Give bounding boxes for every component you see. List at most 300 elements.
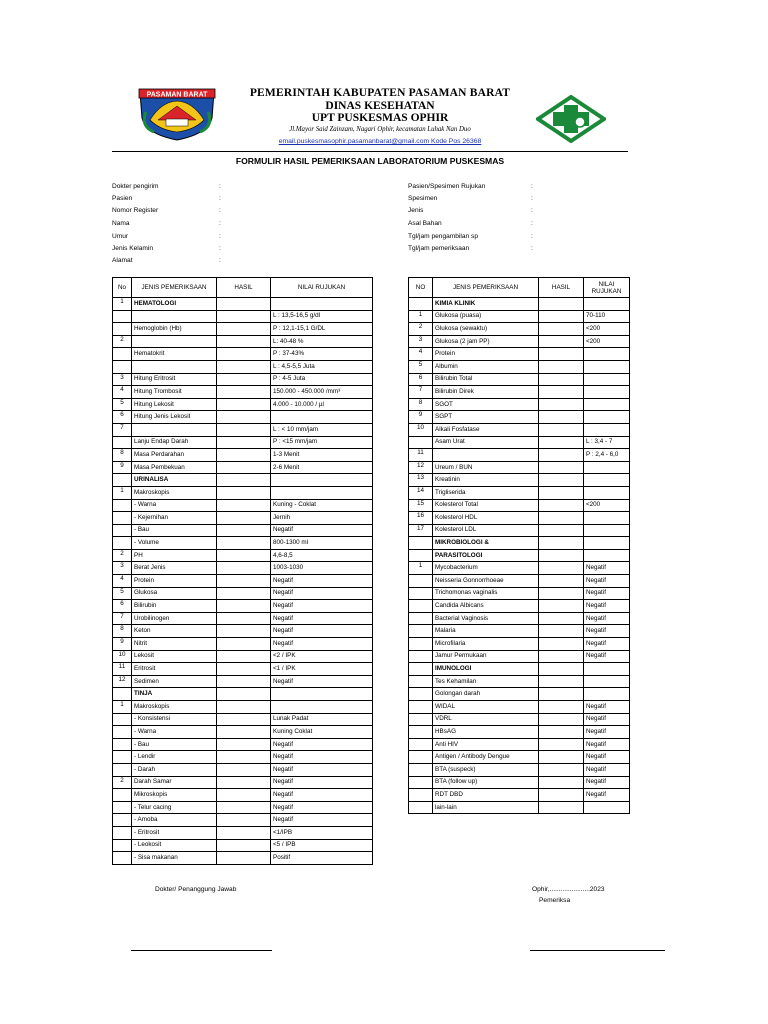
table-row: [409, 763, 630, 776]
result-cell[interactable]: [539, 587, 584, 600]
result-cell[interactable]: [539, 373, 584, 386]
reference-value: [584, 360, 630, 373]
result-cell[interactable]: [539, 638, 584, 651]
result-cell[interactable]: [217, 398, 271, 411]
row-number: 8: [113, 449, 132, 462]
table-row: [409, 789, 630, 802]
row-number: 4: [409, 348, 433, 361]
result-cell[interactable]: [217, 512, 271, 525]
info-label: Tgl/jam pengambilan sp: [408, 233, 479, 240]
result-cell[interactable]: [539, 461, 584, 474]
table-row: [409, 549, 630, 562]
info-colon: :: [219, 245, 221, 252]
info-colon: :: [219, 183, 221, 190]
result-cell[interactable]: [217, 650, 271, 663]
info-colon: :: [531, 183, 533, 190]
row-number: 11: [113, 663, 132, 676]
exam-name: Protein: [132, 575, 217, 588]
exam-name: Anti HIV: [433, 738, 539, 751]
reference-value: 150.000 - 450.000 /mm³: [271, 386, 373, 399]
table-row: [113, 701, 373, 714]
reference-value: Kuning - Coklat: [271, 499, 373, 512]
exam-name: [132, 360, 217, 373]
reference-value: Negatif: [271, 751, 373, 764]
exam-name: Eritrosit: [132, 663, 217, 676]
result-cell[interactable]: [539, 675, 584, 688]
form-title: FORMULIR HASIL PEMERIKSAAN LABORATORIUM PUSKESMAS: [235, 156, 505, 166]
row-number: 7: [409, 386, 433, 399]
table-row: [113, 398, 373, 411]
table-row: [409, 386, 630, 399]
info-label: Asal Bahan: [408, 220, 442, 227]
result-cell[interactable]: [539, 801, 584, 814]
row-number: 6: [113, 411, 132, 424]
exam-name: PARASITOLOGI: [433, 549, 539, 562]
result-cell[interactable]: [217, 751, 271, 764]
result-cell[interactable]: [539, 701, 584, 714]
result-cell[interactable]: [217, 701, 271, 714]
reference-value: L : 13,5-16,5 g/dl: [271, 310, 373, 323]
table-row: [409, 663, 630, 676]
table-row: [113, 461, 373, 474]
table-row: [409, 398, 630, 411]
result-cell[interactable]: [539, 562, 584, 575]
result-cell[interactable]: [217, 801, 271, 814]
row-number: [409, 575, 433, 588]
result-cell[interactable]: [539, 789, 584, 802]
table-row: [409, 638, 630, 651]
column-header: NO: [409, 278, 433, 298]
result-cell[interactable]: [217, 335, 271, 348]
exam-name: SGOT: [433, 398, 539, 411]
table-row: [113, 612, 373, 625]
table-row: [113, 411, 373, 424]
result-cell[interactable]: [217, 612, 271, 625]
result-cell[interactable]: [217, 423, 271, 436]
exam-name: [132, 423, 217, 436]
result-cell[interactable]: [539, 524, 584, 537]
row-number: 9: [113, 461, 132, 474]
column-header: NILAI RUJUKAN: [584, 278, 630, 298]
result-cell[interactable]: [539, 612, 584, 625]
result-cell[interactable]: [539, 650, 584, 663]
reference-value: L : 3,4 - 7: [584, 436, 630, 449]
reference-value: Kuning Coklat: [271, 726, 373, 739]
exam-name: Berat Jenis: [132, 562, 217, 575]
result-cell[interactable]: [217, 826, 271, 839]
exam-name: Alkali Fosfatase: [433, 423, 539, 436]
result-cell[interactable]: [217, 562, 271, 575]
result-cell[interactable]: [217, 411, 271, 424]
exam-name: Glukosa: [132, 587, 217, 600]
table-row: [113, 575, 373, 588]
info-colon: :: [531, 245, 533, 252]
result-cell[interactable]: [539, 763, 584, 776]
row-number: 9: [409, 411, 433, 424]
table-row: [409, 486, 630, 499]
exam-name: Makroskopis: [132, 701, 217, 714]
reference-value: 1-3 Menit: [271, 449, 373, 462]
info-label: Jenis Kelamin: [112, 245, 154, 252]
reference-value: Negatif: [584, 650, 630, 663]
row-number: 11: [409, 449, 433, 462]
result-cell[interactable]: [217, 763, 271, 776]
result-cell[interactable]: [539, 751, 584, 764]
result-cell[interactable]: [539, 423, 584, 436]
exam-name: IMUNOLOGI: [433, 663, 539, 676]
row-number: [409, 763, 433, 776]
table-row: [409, 423, 630, 436]
table-row: [409, 738, 630, 751]
result-cell[interactable]: [539, 348, 584, 361]
column-header: JENIS PEMERIKSAAN: [433, 278, 539, 298]
info-colon: :: [219, 257, 221, 264]
result-cell[interactable]: [217, 663, 271, 676]
result-cell[interactable]: [217, 839, 271, 852]
result-cell[interactable]: [217, 738, 271, 751]
row-number: [409, 713, 433, 726]
result-cell[interactable]: [539, 474, 584, 487]
table-row: [113, 323, 373, 336]
table-row: [409, 449, 630, 462]
reference-value: 70-110: [584, 310, 630, 323]
row-number: [409, 650, 433, 663]
reference-value: [584, 386, 630, 399]
result-cell[interactable]: [539, 663, 584, 676]
reference-value: [584, 801, 630, 814]
row-number: 17: [409, 524, 433, 537]
exam-name: TINJA: [132, 688, 217, 701]
row-number: 3: [113, 373, 132, 386]
result-cell[interactable]: [539, 537, 584, 550]
table-row: [113, 738, 373, 751]
exam-name: - Bau: [132, 738, 217, 751]
result-cell[interactable]: [217, 298, 271, 311]
table-row: [409, 625, 630, 638]
row-number: [113, 323, 132, 336]
table-row: [113, 675, 373, 688]
exam-name: - Warna: [132, 499, 217, 512]
row-number: [409, 789, 433, 802]
result-cell[interactable]: [539, 335, 584, 348]
info-label: Spesimen: [408, 195, 438, 202]
reference-value: [584, 373, 630, 386]
table-row: [113, 474, 373, 487]
exam-name: Bilirubin Total: [433, 373, 539, 386]
result-cell[interactable]: [539, 549, 584, 562]
exam-name: Glukosa (2 jam PP): [433, 335, 539, 348]
result-cell[interactable]: [217, 675, 271, 688]
table-row: [409, 701, 630, 714]
row-number: [409, 436, 433, 449]
result-cell[interactable]: [539, 398, 584, 411]
row-number: 1: [113, 486, 132, 499]
table-row: [409, 600, 630, 613]
table-row: [113, 688, 373, 701]
exam-name: Trichomonas vaginalis: [433, 587, 539, 600]
exam-name: - Sisa makanan: [132, 852, 217, 865]
exam-name: Sedimen: [132, 675, 217, 688]
table-row: [409, 298, 630, 311]
result-cell[interactable]: [217, 726, 271, 739]
reference-value: [584, 524, 630, 537]
result-cell[interactable]: [217, 688, 271, 701]
result-cell[interactable]: [539, 575, 584, 588]
table-row: [113, 814, 373, 827]
result-cell[interactable]: [539, 449, 584, 462]
result-cell[interactable]: [539, 411, 584, 424]
exam-name: Malaria: [433, 625, 539, 638]
exam-name: - Lendir: [132, 751, 217, 764]
table-row: [409, 726, 630, 739]
exam-name: Masa Pembekuan: [132, 461, 217, 474]
reference-value: Negatif: [271, 814, 373, 827]
reference-value: Negatif: [584, 701, 630, 714]
row-number: [409, 537, 433, 550]
table-row: [113, 852, 373, 865]
result-cell[interactable]: [217, 323, 271, 336]
result-cell[interactable]: [217, 360, 271, 373]
exam-name: Hitung Lekosit: [132, 398, 217, 411]
exam-name: RDT DBD: [433, 789, 539, 802]
row-number: [113, 688, 132, 701]
result-cell[interactable]: [217, 814, 271, 827]
exam-name: - Leokosit: [132, 839, 217, 852]
row-number: 6: [113, 600, 132, 613]
row-number: [113, 499, 132, 512]
table-header-row: [113, 278, 373, 298]
column-header: JENIS PEMERIKSAAN: [132, 278, 217, 298]
reference-value: Negatif: [584, 625, 630, 638]
letterhead-address: Jl.Mayor Said Zainzam, Nagari Ophir, kecamatan Luhak Nan Duo: [289, 126, 471, 133]
info-colon: :: [531, 207, 533, 214]
row-number: 5: [409, 360, 433, 373]
exam-name: Antigen / Antibody Dengue: [433, 751, 539, 764]
exam-name: [433, 449, 539, 462]
table-row: [113, 524, 373, 537]
table-row: [409, 524, 630, 537]
reference-value: <5 / IPB: [271, 839, 373, 852]
result-cell[interactable]: [539, 486, 584, 499]
reference-value: P : 4-5 Juta: [271, 373, 373, 386]
info-label: Dokter pengirim: [112, 183, 159, 190]
table-row: [409, 675, 630, 688]
reference-value: P : <15 mm/jam: [271, 436, 373, 449]
result-cell[interactable]: [539, 499, 584, 512]
exam-name: - Volume: [132, 537, 217, 550]
result-cell[interactable]: [539, 726, 584, 739]
row-number: 4: [113, 575, 132, 588]
row-number: [409, 298, 433, 311]
exam-name: - Amoba: [132, 814, 217, 827]
result-cell[interactable]: [217, 386, 271, 399]
reference-value: Negatif: [271, 789, 373, 802]
exam-name: WIDAL: [433, 701, 539, 714]
result-cell[interactable]: [539, 298, 584, 311]
result-cell[interactable]: [539, 310, 584, 323]
result-cell[interactable]: [539, 512, 584, 525]
table-row: [409, 562, 630, 575]
reference-value: [584, 398, 630, 411]
result-cell[interactable]: [539, 600, 584, 613]
reference-value: Negatif: [584, 587, 630, 600]
result-cell[interactable]: [539, 625, 584, 638]
letterhead-email[interactable]: email.puskesmasophir.pasamanbarat@gmail.com Kode Pos 26368: [278, 138, 482, 145]
reference-value: L: 40-48 %: [271, 335, 373, 348]
exam-name: [132, 335, 217, 348]
table-row: [113, 298, 373, 311]
row-number: 12: [409, 461, 433, 474]
result-cell[interactable]: [217, 600, 271, 613]
signature-line-left: [131, 950, 272, 951]
row-number: [409, 663, 433, 676]
result-cell[interactable]: [217, 587, 271, 600]
reference-value: 4,6-8,5: [271, 549, 373, 562]
exam-name: Lekosit: [132, 650, 217, 663]
result-cell[interactable]: [539, 360, 584, 373]
exam-name: - Kejernihan: [132, 512, 217, 525]
result-cell[interactable]: [217, 776, 271, 789]
table-row: [409, 461, 630, 474]
table-row: [113, 436, 373, 449]
exam-name: BTA (suspeck): [433, 763, 539, 776]
result-cell[interactable]: [539, 386, 584, 399]
table-row: [113, 486, 373, 499]
result-cell[interactable]: [217, 461, 271, 474]
result-cell[interactable]: [217, 549, 271, 562]
result-cell[interactable]: [217, 449, 271, 462]
reference-value: Negatif: [584, 738, 630, 751]
table-row: [409, 575, 630, 588]
result-cell[interactable]: [217, 713, 271, 726]
result-cell[interactable]: [217, 852, 271, 865]
row-number: [409, 549, 433, 562]
table-row: [113, 537, 373, 550]
table-row: [113, 650, 373, 663]
exam-name: Masa Perdarahan: [132, 449, 217, 462]
info-colon: :: [531, 195, 533, 202]
reference-value: Negatif: [271, 524, 373, 537]
row-number: [409, 701, 433, 714]
row-number: 2: [113, 776, 132, 789]
reference-value: Negatif: [271, 801, 373, 814]
reference-value: Negatif: [271, 575, 373, 588]
table-row: [113, 449, 373, 462]
table-row: [409, 499, 630, 512]
result-cell[interactable]: [217, 436, 271, 449]
exam-name: - Warna: [132, 726, 217, 739]
info-label: Nama: [112, 220, 130, 227]
table-row: [409, 688, 630, 701]
result-cell[interactable]: [217, 537, 271, 550]
signature-line-right: [530, 950, 665, 951]
table-row: [409, 587, 630, 600]
result-cell[interactable]: [539, 738, 584, 751]
row-number: [409, 612, 433, 625]
result-cell[interactable]: [217, 486, 271, 499]
row-number: [113, 763, 132, 776]
result-cell[interactable]: [539, 776, 584, 789]
column-header: NILAI RUJUKAN: [271, 278, 373, 298]
result-cell[interactable]: [217, 638, 271, 651]
row-number: [409, 688, 433, 701]
row-number: 5: [113, 398, 132, 411]
row-number: [113, 474, 132, 487]
row-number: [113, 310, 132, 323]
result-cell[interactable]: [217, 348, 271, 361]
reference-value: Negatif: [271, 763, 373, 776]
exam-name: Makroskopis: [132, 486, 217, 499]
table-row: [409, 537, 630, 550]
reference-value: <2 / IPK: [271, 650, 373, 663]
table-row: [409, 360, 630, 373]
table-row: [113, 423, 373, 436]
row-number: [113, 839, 132, 852]
reference-value: 4.000 - 10.000 / µl: [271, 398, 373, 411]
exam-name: Bilirubin Direk: [433, 386, 539, 399]
table-row: [113, 826, 373, 839]
result-cell[interactable]: [217, 789, 271, 802]
table-row: [113, 638, 373, 651]
result-cell[interactable]: [539, 688, 584, 701]
reference-value: [271, 688, 373, 701]
result-cell[interactable]: [217, 625, 271, 638]
result-cell[interactable]: [539, 323, 584, 336]
row-number: 10: [113, 650, 132, 663]
result-cell[interactable]: [217, 499, 271, 512]
result-cell[interactable]: [217, 524, 271, 537]
row-number: [409, 675, 433, 688]
letterhead-line-1: PEMERINTAH KABUPATEN PASAMAN BARAT: [249, 87, 511, 99]
row-number: [409, 625, 433, 638]
reference-value: 800-1300 ml: [271, 537, 373, 550]
result-cell[interactable]: [539, 436, 584, 449]
row-number: [113, 524, 132, 537]
exam-name: Kreatinin: [433, 474, 539, 487]
reference-value: <200: [584, 335, 630, 348]
row-number: 7: [113, 612, 132, 625]
row-number: 6: [409, 373, 433, 386]
result-cell[interactable]: [539, 713, 584, 726]
exam-name: Neisseria Gonnorrhoeae: [433, 575, 539, 588]
reference-value: [271, 411, 373, 424]
exam-name: Kolesterol Total: [433, 499, 539, 512]
reference-value: Negatif: [271, 625, 373, 638]
result-cell[interactable]: [217, 474, 271, 487]
reference-value: Jernih: [271, 512, 373, 525]
reference-value: [584, 663, 630, 676]
row-number: 3: [113, 562, 132, 575]
row-number: 15: [409, 499, 433, 512]
table-row: [409, 776, 630, 789]
reference-value: P : 2,4 - 6,0: [584, 449, 630, 462]
result-cell[interactable]: [217, 310, 271, 323]
reference-value: [584, 549, 630, 562]
row-number: [113, 738, 132, 751]
exam-name: Bilirubin: [132, 600, 217, 613]
table-row: [409, 323, 630, 336]
result-cell[interactable]: [217, 373, 271, 386]
reference-value: [584, 537, 630, 550]
exam-name: Kolesterol HDL: [433, 512, 539, 525]
info-label: Umur: [112, 233, 129, 240]
exam-name: Hemoglobin (Hb): [132, 323, 217, 336]
exam-name: Urobilinogen: [132, 612, 217, 625]
reference-value: L : 4,5-5,5 Juta: [271, 360, 373, 373]
exam-name: BTA (follow up): [433, 776, 539, 789]
result-cell[interactable]: [217, 575, 271, 588]
row-number: 10: [409, 423, 433, 436]
